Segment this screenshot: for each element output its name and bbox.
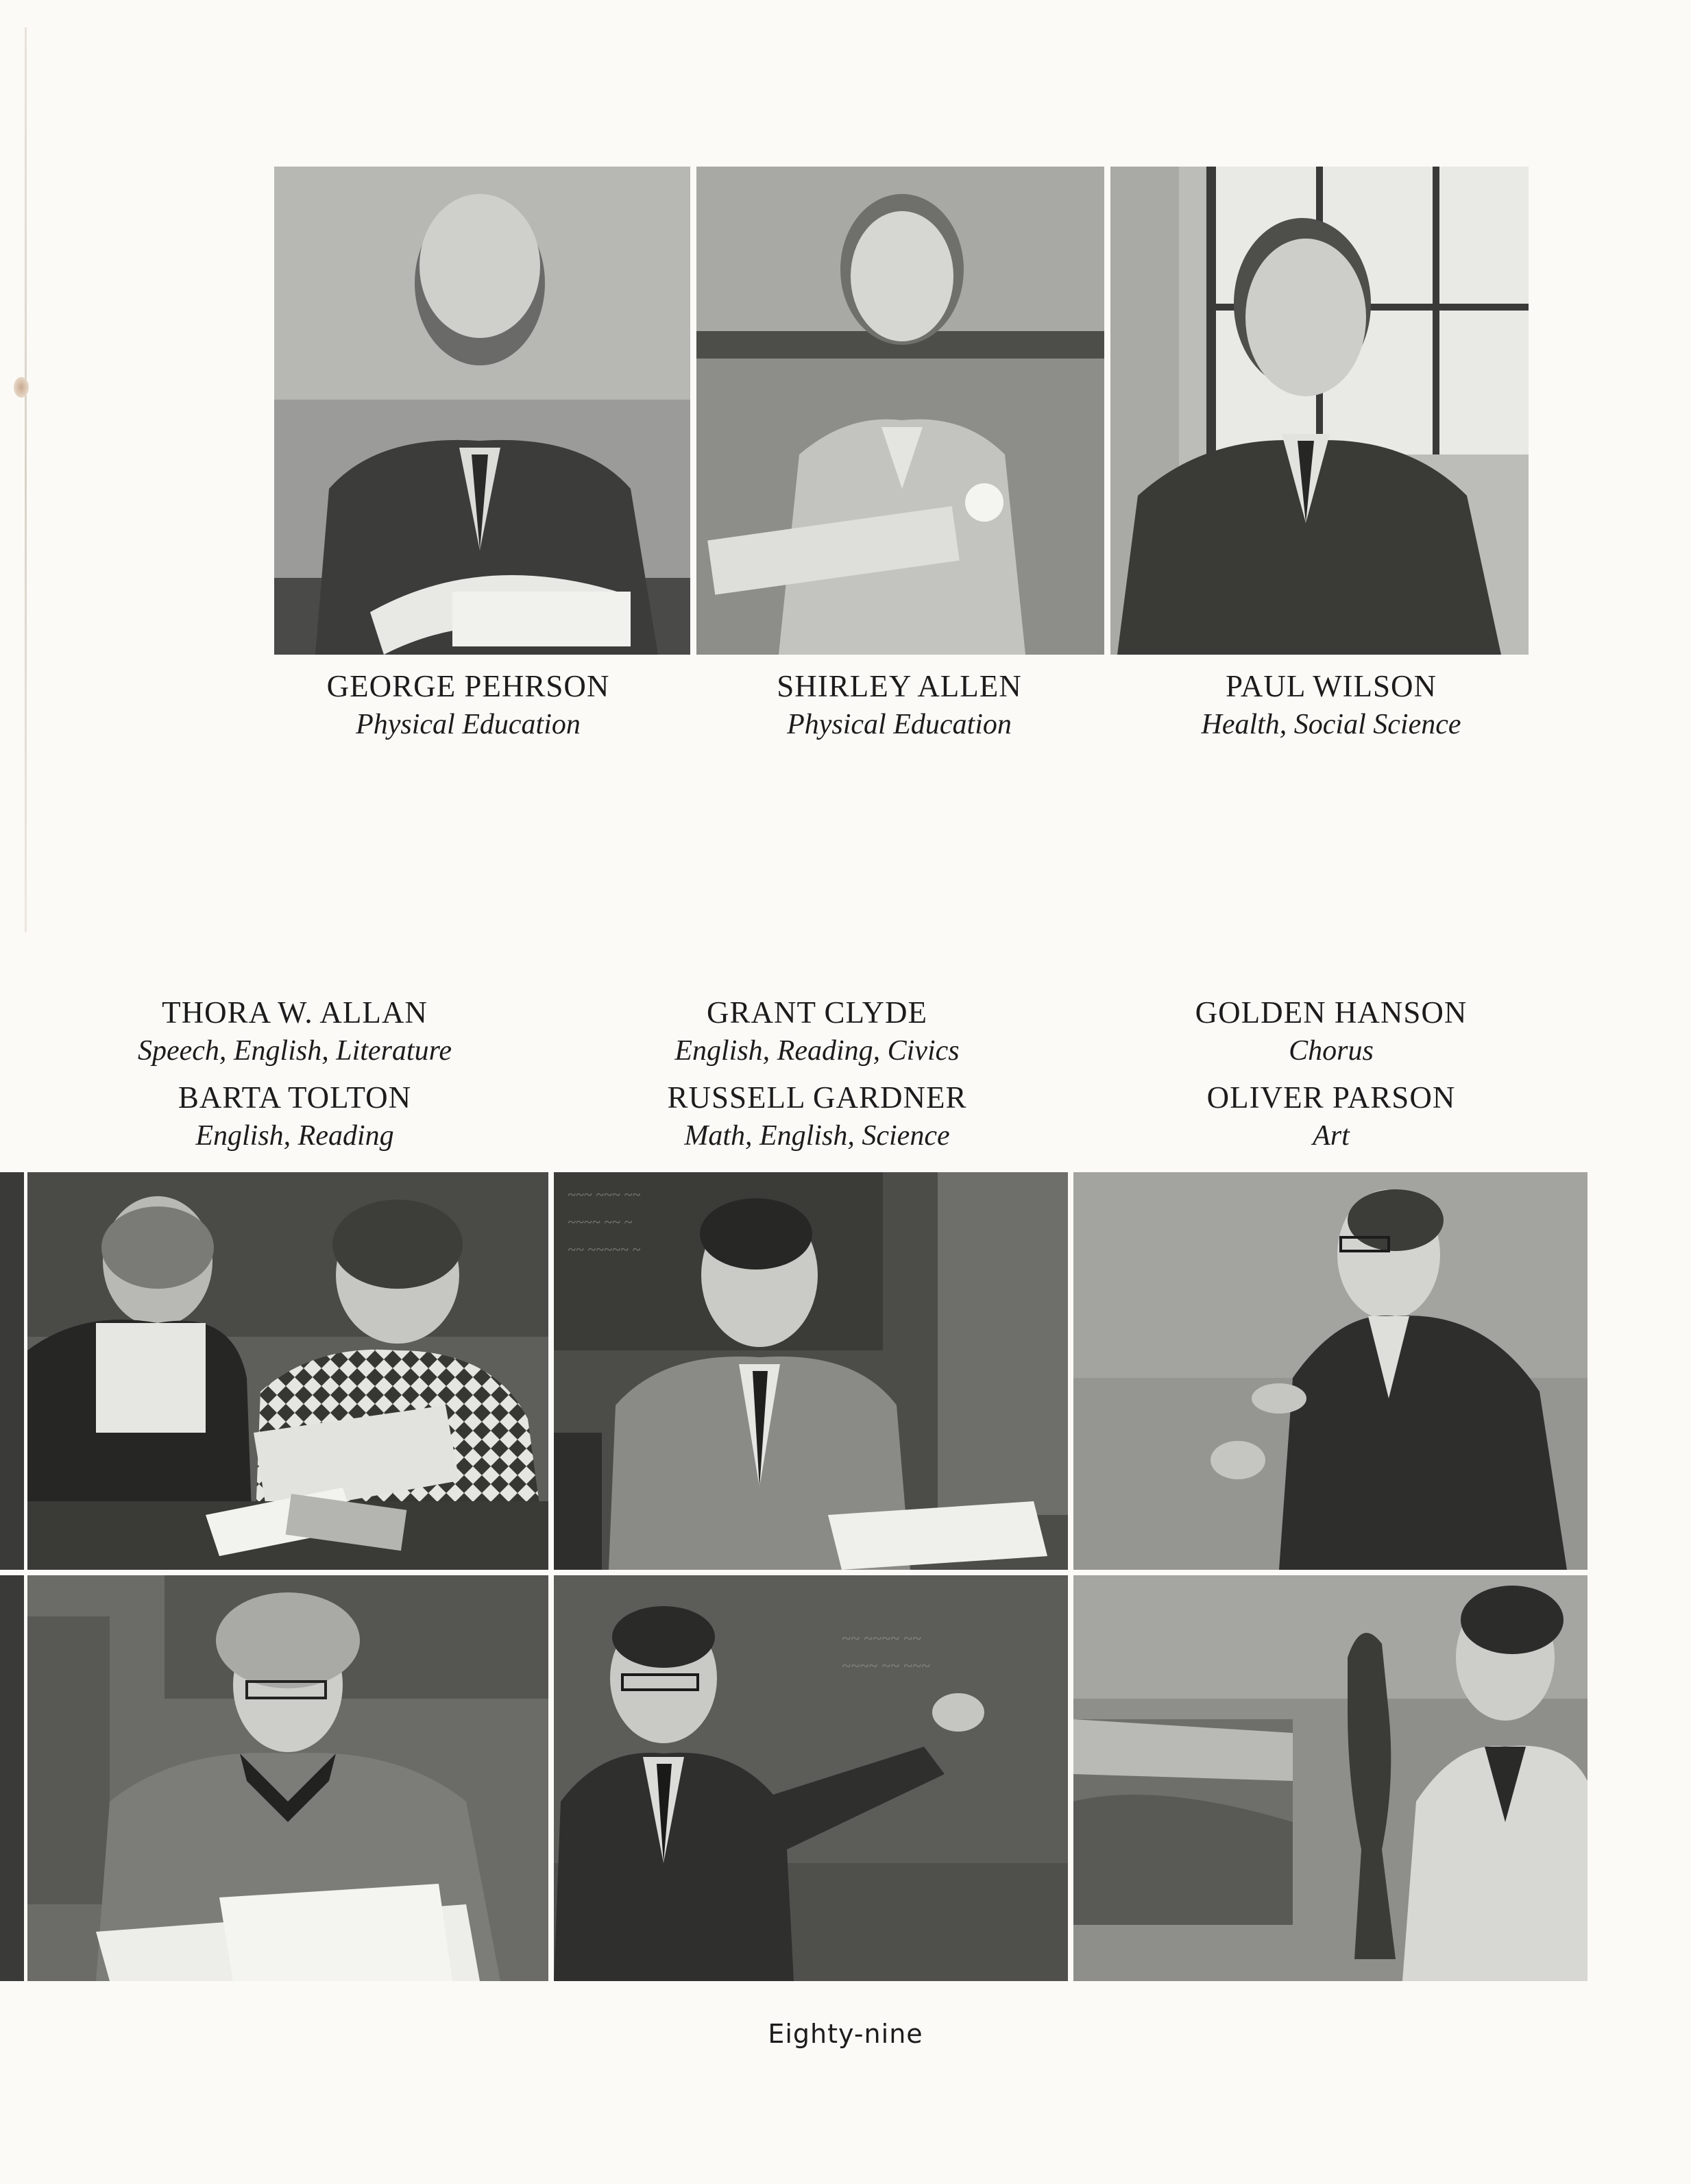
photo-george-pehrson <box>274 167 690 655</box>
teacher-subject: Physical Education <box>787 709 1012 740</box>
teacher-name: THORA W. ALLAN <box>162 995 428 1030</box>
caption-grant-clyde <box>611 993 1023 1069</box>
page-number: Eighty-nine <box>768 2019 923 2049</box>
photo-oliver-parson <box>1073 1575 1587 1981</box>
svg-text:~~~ ~~~ ~~: ~~~ ~~~ ~~ <box>568 1186 641 1203</box>
svg-text:~~ ~~~~ ~~: ~~ ~~~~ ~~ <box>842 1630 921 1648</box>
caption-russell-gardner <box>611 1078 1023 1154</box>
photo-thora-allan-barta-tolton <box>27 1172 548 1570</box>
teacher-subject: English, Reading <box>195 1120 394 1152</box>
photo-barta-tolton <box>27 1575 548 1981</box>
teacher-name: PAUL WILSON <box>1225 669 1437 703</box>
photo-russell-gardner <box>554 1575 1068 1981</box>
paper-stain <box>14 377 29 398</box>
caption-barta-tolton <box>89 1078 500 1154</box>
svg-text:~~ ~~~~~ ~: ~~ ~~~~~ ~ <box>568 1241 641 1258</box>
teacher-name: OLIVER PARSON <box>1206 1080 1456 1115</box>
teacher-subject: Math, English, Science <box>684 1120 950 1152</box>
teacher-subject: Physical Education <box>356 709 581 740</box>
caption-george-pehrson <box>263 666 674 743</box>
teacher-subject: Chorus <box>1289 1035 1374 1067</box>
photo-edge-strip-top <box>0 1172 24 1570</box>
caption-shirley-allen <box>694 666 1105 743</box>
photo-shirley-allen <box>696 167 1104 655</box>
teacher-subject: Health, Social Science <box>1201 709 1461 740</box>
teacher-name: GOLDEN HANSON <box>1195 995 1468 1030</box>
svg-text:~~~~ ~~ ~~~: ~~~~ ~~ ~~~ <box>842 1658 930 1675</box>
photo-grant-clyde <box>554 1172 1068 1570</box>
teacher-subject: Art <box>1313 1120 1350 1152</box>
teacher-name: RUSSELL GARDNER <box>667 1080 967 1115</box>
photo-golden-hanson <box>1073 1172 1587 1570</box>
caption-paul-wilson <box>1126 666 1537 743</box>
teacher-name: BARTA TOLTON <box>178 1080 412 1115</box>
caption-thora-allan <box>89 993 500 1069</box>
teacher-subject: English, Reading, Civics <box>674 1035 960 1067</box>
photo-paul-wilson <box>1110 167 1529 655</box>
teacher-name: GEORGE PEHRSON <box>326 669 610 703</box>
teacher-name: SHIRLEY ALLEN <box>777 669 1022 703</box>
photo-edge-strip-bottom <box>0 1575 24 1981</box>
caption-oliver-parson <box>1126 1078 1537 1154</box>
svg-text:~~~~ ~~ ~: ~~~~ ~~ ~ <box>568 1213 633 1230</box>
caption-golden-hanson <box>1126 993 1537 1069</box>
binding-edge <box>25 27 27 932</box>
teacher-subject: Speech, English, Literature <box>137 1035 452 1067</box>
teacher-name: GRANT CLYDE <box>707 995 927 1030</box>
